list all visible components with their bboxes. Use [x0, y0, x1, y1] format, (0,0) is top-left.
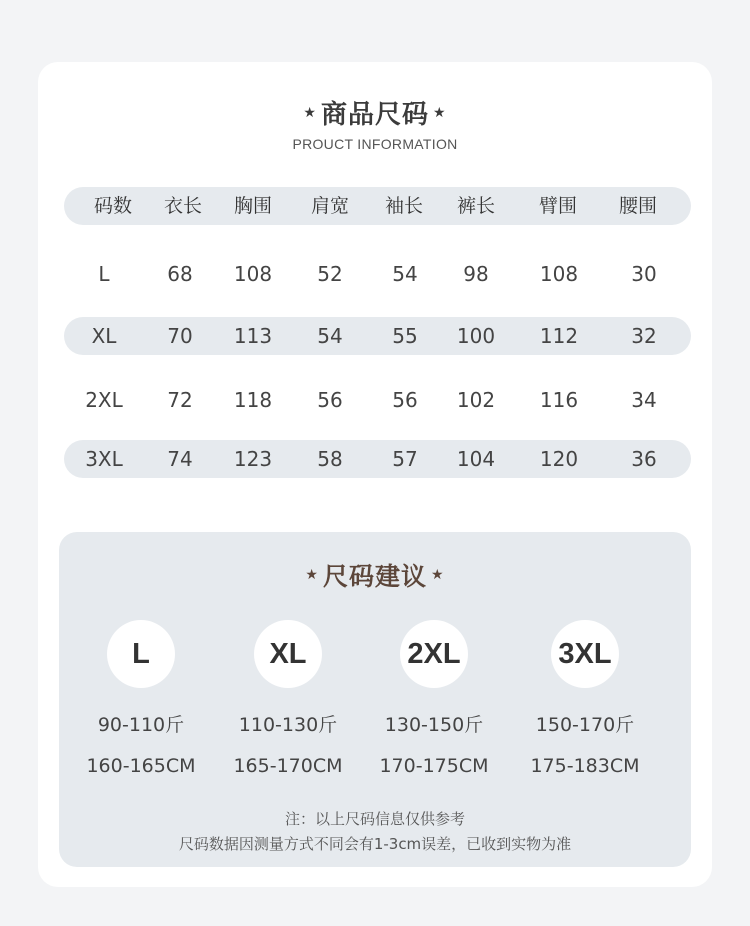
height-range: 170-175CM — [379, 755, 489, 777]
table-cell: 102 — [456, 388, 496, 412]
table-cell: 70 — [167, 324, 193, 348]
size-badge: XL — [254, 620, 322, 688]
size-badge: L — [107, 620, 175, 688]
measurement-note: 尺码数据因测量方式不同会有1-3cm误差，已收到实物为准 — [178, 835, 572, 853]
table-cell: XL — [91, 324, 117, 348]
table-cell: 54 — [392, 262, 418, 286]
table-cell: 123 — [233, 447, 273, 471]
table-cell: 57 — [392, 447, 418, 471]
weight-range: 130-150斤 — [384, 714, 484, 736]
size-suggestion-xl — [203, 620, 373, 777]
table-cell: 112 — [539, 324, 579, 348]
table-cell: 118 — [233, 388, 273, 412]
weight-range: 90-110斤 — [97, 714, 185, 736]
table-cell: 55 — [392, 324, 418, 348]
column-header: 肩宽 — [310, 195, 350, 217]
table-cell: 108 — [539, 262, 579, 286]
table-cell: 56 — [317, 388, 343, 412]
star-icon: ★ — [433, 104, 447, 121]
height-range: 160-165CM — [86, 755, 196, 777]
table-cell: 34 — [631, 388, 657, 412]
table-cell: 58 — [317, 447, 343, 471]
page-title — [0, 94, 750, 131]
size-suggestion-3xl — [500, 620, 670, 777]
column-header: 衣长 — [163, 195, 203, 217]
advice-title-text: 尺码建议 — [322, 562, 427, 591]
size-suggestion-2xl — [349, 620, 519, 777]
disclaimer-note: 注：以上尺码信息仅供参考 — [284, 810, 465, 828]
star-icon: ★ — [305, 567, 319, 583]
table-cell: 54 — [317, 324, 343, 348]
table-cell: L — [98, 262, 110, 286]
column-header: 胸围 — [233, 195, 273, 217]
size-badge: 3XL — [551, 620, 619, 688]
column-header: 臂围 — [538, 195, 578, 217]
table-cell: 30 — [631, 262, 657, 286]
table-cell: 116 — [539, 388, 579, 412]
table-cell: 68 — [167, 262, 193, 286]
size-badge: 2XL — [400, 620, 468, 688]
column-header: 裤长 — [456, 195, 496, 217]
table-row — [64, 381, 691, 419]
table-cell: 98 — [463, 262, 489, 286]
table-row — [64, 255, 691, 293]
table-cell: 3XL — [85, 447, 123, 471]
page-subtitle: PROUCT INFORMATION — [292, 136, 458, 152]
table-cell: 2XL — [85, 388, 123, 412]
star-icon: ★ — [431, 567, 445, 583]
weight-range: 150-170斤 — [535, 714, 635, 736]
table-cell: 113 — [233, 324, 273, 348]
table-row — [64, 317, 691, 355]
table-cell: 120 — [539, 447, 579, 471]
table-cell: 72 — [167, 388, 193, 412]
table-cell: 56 — [392, 388, 418, 412]
table-row — [64, 440, 691, 478]
advice-title — [0, 557, 750, 593]
table-cell: 74 — [167, 447, 193, 471]
table-header-row — [64, 187, 691, 225]
column-header: 腰围 — [618, 195, 658, 217]
weight-range: 110-130斤 — [238, 714, 338, 736]
height-range: 165-170CM — [233, 755, 343, 777]
table-cell: 100 — [456, 324, 496, 348]
star-icon: ★ — [303, 104, 317, 121]
table-cell: 32 — [631, 324, 657, 348]
column-header: 码数 — [93, 195, 133, 217]
height-range: 175-183CM — [530, 755, 640, 777]
page-title-text: 商品尺码 — [320, 100, 429, 130]
size-suggestion-l — [56, 620, 226, 777]
column-header: 袖长 — [384, 195, 424, 217]
table-cell: 104 — [456, 447, 496, 471]
table-cell: 52 — [317, 262, 343, 286]
table-cell: 108 — [233, 262, 273, 286]
table-cell: 36 — [631, 447, 657, 471]
